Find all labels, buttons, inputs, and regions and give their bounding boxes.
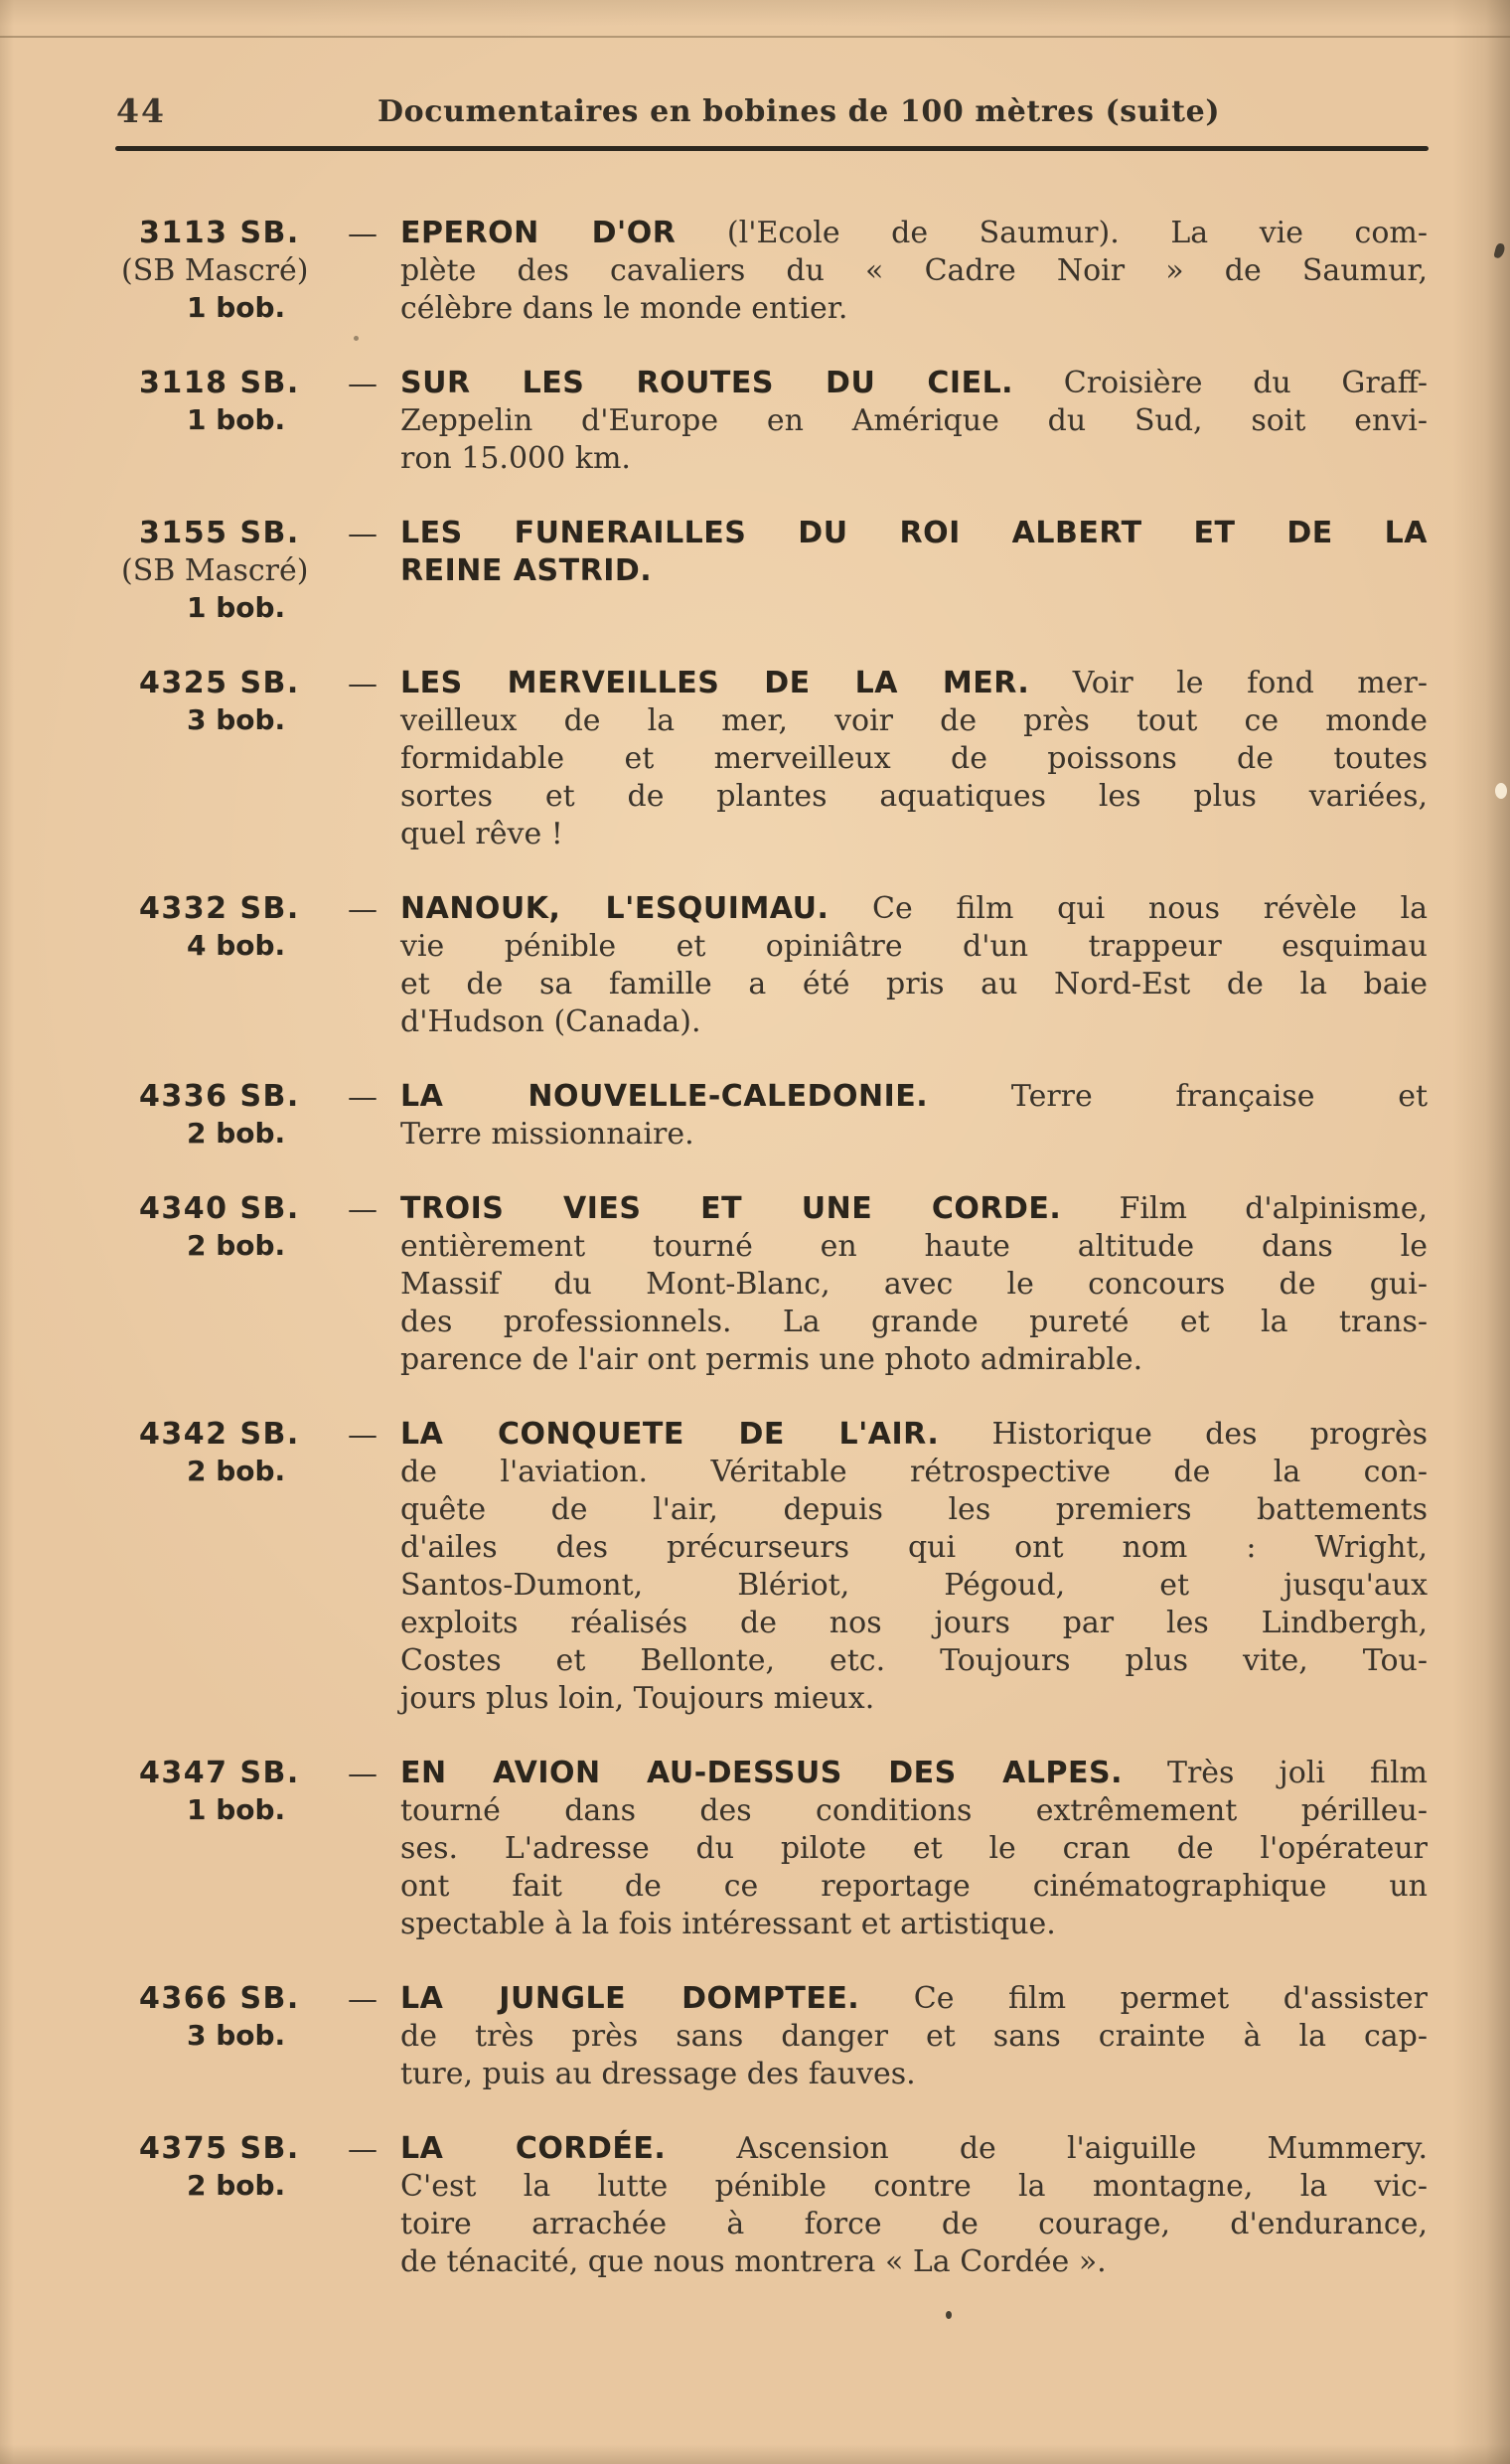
entry-body-segment: ron 15.000 km. [400, 441, 631, 476]
entry-body-segment: Santos-Dumont, Blériot, Pégoud, et jusqu'aux [400, 1568, 1428, 1603]
catalog-entry [0, 1417, 1510, 1719]
entry-dash: — [348, 517, 378, 551]
entry-left-column [0, 2131, 400, 2282]
entry-left-column [0, 216, 400, 329]
entry-body-segment: tourné dans des conditions extrêmement périlleu- [400, 1793, 1428, 1828]
entry-body-segment: formidable et merveilleux de poissons de toutes [400, 741, 1428, 776]
entry-body-segment: quel rêve ! [400, 817, 563, 851]
entry-text-line [400, 1981, 1428, 2019]
entry-body-segment: exploits réalisés de nos jours par les Lindbergh, [400, 1606, 1428, 1640]
entry-body-segment: Terre française et [928, 1079, 1429, 1114]
page-top-edge-line [0, 36, 1510, 38]
entry-text-line [400, 1342, 1428, 1380]
page-number: 44 [116, 91, 166, 130]
entry-left-column [0, 516, 400, 629]
entry-reel-count: 2 bob. [187, 1229, 286, 1262]
entry-left-column [0, 366, 400, 479]
entry-reel-count: 1 bob. [187, 1793, 286, 1826]
entry-text-line [400, 1869, 1428, 1907]
entry-body-segment: Zeppelin d'Europe en Amérique du Sud, soit envi- [400, 403, 1428, 438]
entry-text-line [400, 1191, 1428, 1229]
entry-description [400, 1191, 1428, 1380]
entry-left-column [0, 1417, 400, 1719]
catalog-entry-list [0, 216, 1510, 2282]
entry-title: LA JUNGLE DOMPTEE. [400, 1981, 860, 2016]
entry-text-line [400, 516, 1428, 553]
entry-title: LES MERVEILLES DE LA MER. [400, 666, 1030, 700]
entry-code: 4347 SB. [139, 1756, 300, 1790]
entry-text-line [400, 817, 1428, 854]
entry-body-segment: entièrement tourné en haute altitude dans le [400, 1229, 1428, 1264]
entry-body-segment: sortes et de plantes aquatiques les plus variées, [400, 779, 1428, 814]
entry-reel-count: 2 bob. [187, 1117, 286, 1150]
catalog-entry [0, 216, 1510, 329]
catalog-entry [0, 1191, 1510, 1380]
entry-title: REINE ASTRID. [400, 553, 653, 588]
entry-dash: — [348, 1418, 378, 1453]
entry-text-line [400, 1267, 1428, 1305]
ink-speck [946, 2311, 952, 2319]
entry-text-line [400, 1492, 1428, 1530]
entry-body-segment: Ce film qui nous révèle la [829, 891, 1428, 926]
entry-title: SUR LES ROUTES DU CIEL. [400, 366, 1014, 400]
entry-body-segment: de l'aviation. Véritable rétrospective de la con- [400, 1455, 1428, 1489]
entry-body-segment: Très joli film [1122, 1756, 1429, 1790]
entry-dash: — [348, 1192, 378, 1227]
entry-body-segment: et de sa famille a été pris au Nord-Est de la baie [400, 967, 1428, 1001]
entry-text-line [400, 441, 1428, 479]
entry-body-segment: vie pénible et opiniâtre d'un trappeur esquimau [400, 929, 1428, 964]
entry-text-line [400, 929, 1428, 967]
entry-reel-count: 1 bob. [187, 291, 286, 324]
entry-text-line [400, 703, 1428, 741]
entry-text-line [400, 1756, 1428, 1793]
entry-dash: — [348, 1080, 378, 1115]
entry-text-line [400, 2207, 1428, 2244]
entry-code: 4375 SB. [139, 2131, 300, 2166]
entry-title: LA CORDÉE. [400, 2131, 667, 2166]
entry-left-column [0, 1079, 400, 1155]
entry-mascre-note: (SB Mascré) [121, 553, 309, 588]
entry-title: LA CONQUETE DE L'AIR. [400, 1417, 940, 1452]
entry-text-line [400, 1229, 1428, 1267]
entry-text-line [400, 1643, 1428, 1681]
entry-body-segment: des professionnels. La grande pureté et la trans- [400, 1305, 1428, 1339]
entry-body-segment: (l'Ecole de Saumur). La vie com- [676, 216, 1428, 250]
entry-body-segment: Ascension de l'aiguille Mummery. [666, 2131, 1428, 2166]
entry-text-line [400, 291, 1428, 329]
entry-body-segment: ture, puis au dressage des fauves. [400, 2057, 916, 2091]
entry-text-line [400, 1831, 1428, 1869]
entry-body-segment: Costes et Bellonte, etc. Toujours plus vite, Tou- [400, 1643, 1428, 1678]
catalog-entry [0, 516, 1510, 629]
entry-text-line [400, 403, 1428, 441]
entry-body-segment: veilleux de la mer, voir de près tout ce monde [400, 703, 1428, 738]
entry-text-line [400, 666, 1428, 703]
entry-text-line [400, 553, 1428, 591]
entry-mascre-note: (SB Mascré) [121, 253, 309, 288]
entry-text-line [400, 2244, 1428, 2282]
entry-dash: — [348, 217, 378, 251]
entry-reel-count: 2 bob. [187, 2169, 286, 2202]
entry-code: 3155 SB. [139, 516, 300, 550]
entry-title: EN AVION AU-DESSUS DES ALPES. [400, 1756, 1123, 1790]
entry-text-line [400, 216, 1428, 253]
catalog-entry [0, 666, 1510, 854]
entry-description [400, 216, 1428, 329]
entry-text-line [400, 2057, 1428, 2094]
entry-dash: — [348, 2132, 378, 2167]
entry-description [400, 516, 1428, 629]
catalog-entry [0, 1079, 1510, 1155]
entry-text-line [400, 1606, 1428, 1643]
entry-body-segment: Film d'alpinisme, [1061, 1191, 1428, 1226]
entry-left-column [0, 666, 400, 854]
catalog-entry [0, 2131, 1510, 2282]
entry-reel-count: 1 bob. [187, 403, 286, 436]
entry-text-line [400, 779, 1428, 817]
entry-body-segment: C'est la lutte pénible contre la montagne, la vic- [400, 2169, 1428, 2204]
entry-text-line [400, 2169, 1428, 2207]
entry-dash: — [348, 892, 378, 927]
entry-text-line [400, 1117, 1428, 1155]
entry-left-column [0, 1981, 400, 2094]
entry-description [400, 666, 1428, 854]
entry-dash: — [348, 1757, 378, 1791]
entry-left-column [0, 1191, 400, 1380]
entry-body-segment: plète des cavaliers du « Cadre Noir » de Saumur, [400, 253, 1428, 288]
entry-title: TROIS VIES ET UNE CORDE. [400, 1191, 1062, 1226]
entry-text-line [400, 1455, 1428, 1492]
entry-code: 4325 SB. [139, 666, 300, 700]
entry-title: EPERON D'OR [400, 216, 677, 250]
entry-text-line [400, 1004, 1428, 1042]
entry-body-segment: Voir le fond mer- [1029, 666, 1428, 700]
entry-text-line [400, 1305, 1428, 1342]
entry-dash: — [348, 667, 378, 701]
entry-text-line [400, 1568, 1428, 1606]
entry-body-segment: jours plus loin, Toujours mieux. [400, 1681, 875, 1716]
entry-code: 4340 SB. [139, 1191, 300, 1226]
paper-blemish [1495, 783, 1507, 799]
entry-reel-count: 1 bob. [187, 591, 286, 624]
entry-text-line [400, 253, 1428, 291]
entry-text-line [400, 1681, 1428, 1719]
entry-title: LA NOUVELLE-CALEDONIE. [400, 1079, 929, 1114]
entry-title: LES FUNERAILLES DU ROI ALBERT ET DE LA [400, 516, 1428, 550]
entry-body-segment: d'Hudson (Canada). [400, 1004, 701, 1039]
entry-description [400, 1079, 1428, 1155]
entry-body-segment: de ténacité, que nous montrera « La Cordée ». [400, 2244, 1107, 2279]
entry-left-column [0, 891, 400, 1042]
entry-dash: — [348, 1982, 378, 2017]
entry-description [400, 1981, 1428, 2094]
entry-reel-count: 2 bob. [187, 1455, 286, 1487]
entry-body-segment: Croisière du Graff- [1013, 366, 1428, 400]
entry-text-line [400, 1079, 1428, 1117]
entry-body-segment: d'ailes des précurseurs qui ont nom : Wright, [400, 1530, 1428, 1565]
entry-body-segment: célèbre dans le monde entier. [400, 291, 848, 326]
entry-description [400, 1417, 1428, 1719]
entry-text-line [400, 1907, 1428, 1944]
entry-description [400, 366, 1428, 479]
entry-dash: — [348, 367, 378, 401]
entry-code: 4342 SB. [139, 1417, 300, 1452]
entry-text-line [400, 1417, 1428, 1455]
entry-body-segment: toire arrachée à force de courage, d'endurance, [400, 2207, 1428, 2241]
entry-body-segment: ont fait de ce reportage cinématographique un [400, 1869, 1428, 1904]
entry-body-segment: Massif du Mont-Blanc, avec le concours de gui- [400, 1267, 1428, 1302]
entry-code: 4366 SB. [139, 1981, 300, 2016]
entry-text-line [400, 1793, 1428, 1831]
entry-description [400, 891, 1428, 1042]
entry-text-line [400, 2019, 1428, 2057]
entry-description [400, 1756, 1428, 1944]
entry-code: 3113 SB. [139, 216, 300, 250]
entry-left-column [0, 1756, 400, 1944]
entry-code: 3118 SB. [139, 366, 300, 400]
entry-body-segment: ses. L'adresse du pilote et le cran de l'opérateur [400, 1831, 1428, 1866]
entry-body-segment: spectable à la fois intéressant et artistique. [400, 1907, 1056, 1941]
entry-code: 4332 SB. [139, 891, 300, 926]
entry-body-segment: parence de l'air ont permis une photo admirable. [400, 1342, 1143, 1377]
entry-text-line [400, 967, 1428, 1004]
entry-description [400, 2131, 1428, 2282]
entry-text-line [400, 2131, 1428, 2169]
entry-body-segment: Terre missionnaire. [400, 1117, 694, 1152]
entry-body-segment: quête de l'air, depuis les premiers battements [400, 1492, 1428, 1527]
entry-body-segment: Ce film permet d'assister [859, 1981, 1428, 2016]
entry-reel-count: 4 bob. [187, 929, 286, 962]
entry-body-segment: Historique des progrès [939, 1417, 1428, 1452]
catalog-entry [0, 366, 1510, 479]
page-header-title: Documentaires en bobines de 100 mètres (suite) [378, 94, 1221, 129]
ink-speck [354, 336, 359, 341]
entry-reel-count: 3 bob. [187, 703, 286, 736]
catalog-entry [0, 1981, 1510, 2094]
entry-body-segment: de très près sans danger et sans crainte à la cap- [400, 2019, 1428, 2054]
catalog-entry [0, 891, 1510, 1042]
entry-text-line [400, 1530, 1428, 1568]
entry-text-line [400, 366, 1428, 403]
entry-code: 4336 SB. [139, 1079, 300, 1114]
catalog-entry [0, 1756, 1510, 1944]
entry-reel-count: 3 bob. [187, 2019, 286, 2052]
header-rule [115, 146, 1429, 151]
entry-text-line [400, 741, 1428, 779]
entry-title: NANOUK, L'ESQUIMAU. [400, 891, 830, 926]
entry-text-line [400, 891, 1428, 929]
